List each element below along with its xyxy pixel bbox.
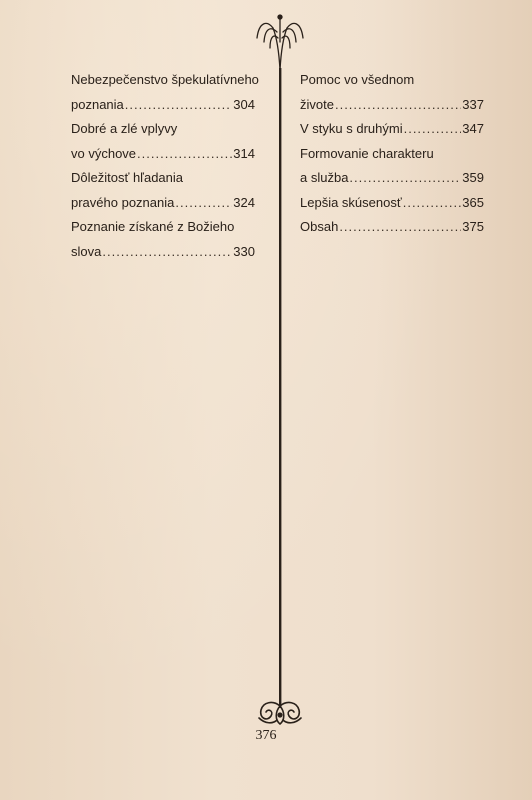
scroll-flourish-icon bbox=[259, 703, 301, 724]
page-number: 376 bbox=[255, 728, 277, 743]
toc-entry-title: Lepšia skúsenosť bbox=[300, 194, 402, 210]
toc-page-number: 359 bbox=[462, 170, 484, 185]
toc-entry-title-end: živote bbox=[300, 96, 334, 112]
toc-page-number: 314 bbox=[233, 145, 255, 161]
toc-entry-title-end: vo výchove bbox=[71, 145, 137, 161]
toc-page-number: 330 bbox=[233, 243, 255, 259]
toc-page-number: 337 bbox=[462, 96, 484, 112]
fountain-ornament-icon bbox=[257, 15, 303, 70]
leader-dots bbox=[349, 166, 461, 191]
leader-dots bbox=[175, 191, 232, 216]
toc-entry-title: Formovanie charakteru bbox=[300, 145, 434, 161]
toc-page-number: 365 bbox=[462, 194, 484, 210]
toc-page-number: 304 bbox=[233, 96, 255, 112]
leader-dots bbox=[404, 117, 462, 142]
toc-entry-title: Dôležitosť hľadania bbox=[71, 170, 184, 185]
toc-entry bbox=[300, 117, 484, 142]
leader-dots bbox=[125, 93, 233, 118]
toc-entry-title: Nebezpečenstvo špekulatívneho bbox=[71, 72, 259, 87]
toc-entry-title: V styku s druhými bbox=[300, 121, 403, 136]
toc-entry bbox=[71, 68, 259, 117]
toc-page-number: 375 bbox=[462, 219, 484, 234]
toc-entry-title-end: poznania bbox=[71, 96, 124, 112]
leader-dots bbox=[403, 191, 462, 216]
column-divider bbox=[255, 12, 305, 732]
toc-entry-title-end: a služba bbox=[300, 170, 349, 185]
toc-entry bbox=[300, 191, 484, 216]
leader-dots bbox=[137, 142, 232, 167]
toc-entry bbox=[71, 117, 255, 166]
contents-column-left bbox=[71, 68, 259, 264]
toc-page-number: 324 bbox=[233, 194, 255, 210]
toc-page-number: 347 bbox=[462, 121, 484, 136]
toc-entry bbox=[300, 68, 484, 117]
divider-line bbox=[279, 68, 281, 708]
toc-entry-title-end: slova bbox=[71, 243, 102, 259]
toc-entry bbox=[300, 142, 484, 191]
toc-entry-title: Poznanie získané z Božieho bbox=[71, 219, 235, 234]
leader-dots bbox=[339, 215, 461, 240]
toc-entry-title: Dobré a zlé vplyvy bbox=[71, 121, 178, 136]
leader-dots bbox=[102, 240, 232, 265]
toc-entry-title: Pomoc vo všednom bbox=[300, 72, 415, 87]
toc-entry bbox=[71, 215, 255, 264]
toc-entry-title: Obsah bbox=[300, 219, 339, 234]
toc-entry-title-end: pravého poznania bbox=[71, 194, 175, 210]
leader-dots bbox=[335, 93, 461, 118]
contents-column-right bbox=[300, 68, 484, 240]
toc-entry bbox=[300, 215, 484, 240]
toc-entry bbox=[71, 166, 255, 215]
